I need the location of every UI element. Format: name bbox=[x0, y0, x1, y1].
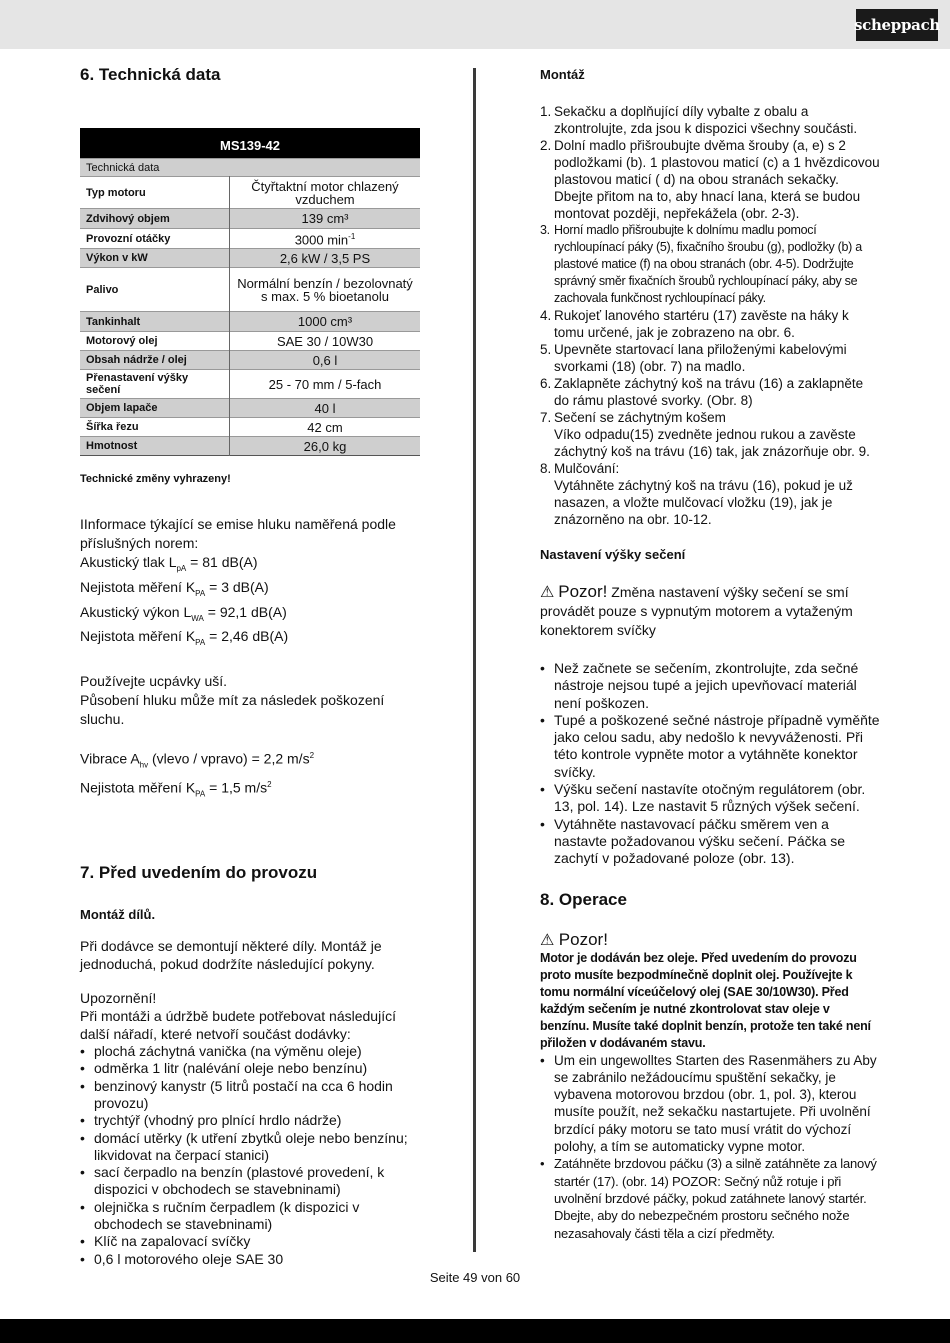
table-subheader-row bbox=[80, 159, 420, 177]
table-row bbox=[80, 399, 420, 418]
table-header bbox=[80, 128, 420, 159]
notice-text: Při montáži a údržbě budete potřebovat následující další nářadí, které netvoří součást dodávky: bbox=[80, 1008, 396, 1043]
assembly-title: Montáž dílů. bbox=[80, 907, 156, 923]
left-column bbox=[80, 62, 420, 1268]
row-value: 26,0 kg bbox=[230, 437, 421, 456]
vibration-block bbox=[80, 746, 420, 803]
row-value: 2,6 kW / 3,5 PS bbox=[230, 249, 421, 268]
notice-title: Upozornění! bbox=[80, 990, 157, 1007]
row-label: Objem lapače bbox=[80, 399, 230, 418]
warning-triangle-icon: ⚠ bbox=[540, 931, 555, 949]
list-item: 1. Sekačku a doplňující díly vybalte z obalu a zkontrolujte, zda jsou k dispozici všechny součásti. bbox=[540, 104, 858, 136]
height-title: Nastavení výšky sečení bbox=[540, 547, 686, 562]
list-item: 2. Dolní madlo přišroubujte dvěma šrouby (a, e) s 2 podložkami (b). 1 plastovou maticí (c) a 1 hvězdicovou plastovou maticí ( d) na obou stranách sekačky. Dbejte přitom na to, aby hnací lana, která se budou montovat později, nepřekážela (obr. 2-3). bbox=[540, 138, 880, 221]
list-item: 5. Upevněte startovací lana přiloženými kabelovými svorkami (18) (obr. 7) na madlo. bbox=[540, 342, 847, 374]
section-7-title: 7. Před uvedením do provozu bbox=[80, 863, 318, 883]
list-item: • Vytáhněte nastavovací páčku směrem ven a nastavte požadovanou výšku sečení. Páčka se zachytí v požadované poloze (obr. 13). bbox=[540, 816, 880, 868]
table-row bbox=[80, 177, 420, 209]
bottom-bar bbox=[0, 1319, 950, 1343]
montaz-title: Montáž bbox=[540, 67, 585, 82]
row-value: SAE 30 / 10W30 bbox=[230, 332, 421, 351]
row-label: Obsah nádrže / olej bbox=[80, 351, 230, 370]
vibration-line: Vibrace $A_{hv}$ (vlevo / vpravo) = 2,2 $m/s^2$ bbox=[80, 750, 315, 770]
row-value: 42 cm bbox=[230, 418, 421, 437]
row-label: Provozní otáčky bbox=[80, 229, 230, 249]
table-row bbox=[80, 351, 420, 370]
list-item: 7. Sečení se záchytným košem Víko odpadu(15) zvedněte jednou rukou a zavěste záchytný koš na trávu (16) tak, jak znázorňuje obr. 9. bbox=[540, 410, 870, 459]
warning-triangle-icon: ⚠ bbox=[540, 584, 555, 601]
row-label: Motorový olej bbox=[80, 332, 230, 351]
row-label: Palivo bbox=[80, 268, 230, 312]
noise-line: Nejistota měření $K_{PA} = 3$ dB(A) bbox=[80, 578, 269, 598]
table-row bbox=[80, 268, 420, 312]
noise-line: Nejistota měření $K_{PA} = 2,46$ dB(A) bbox=[80, 628, 289, 648]
tech-data-table bbox=[80, 128, 420, 456]
row-label: Přenastavení výšky sečení bbox=[80, 370, 230, 399]
top-bar bbox=[0, 0, 950, 49]
row-label: Zdvihový objem bbox=[80, 209, 230, 229]
list-item: • domácí utěrky (k utření zbytků oleje nebo benzínu; likvidovat na čerpací stanici) bbox=[80, 1130, 420, 1165]
operation-bullets bbox=[540, 1052, 880, 1242]
list-item: • Zatáhněte brzdovou páčku (3) a silně zatáhněte za lanový startér (17). (obr. 14) POZOR: Sečný nůž rotuje i při uvolnění brzdové páčky, pokud zatáhnete lanový startér. Dbejte, aby do nebezpečném prostoru sečného nože nezasahovaly části těla a cizí předměty. bbox=[540, 1155, 880, 1241]
ear-protection: Používejte ucpávky uší. bbox=[80, 673, 228, 690]
list-item: • Tupé a poškozené sečné nástroje případně vyměňte jako celou sadu, aby nedošlo k nevyváženosti. Při této kontrole vypněte motor a vytáhněte konektor svíčky. bbox=[540, 712, 880, 781]
assembly-steps bbox=[540, 103, 880, 528]
section-6-title: 6. Technická data bbox=[80, 65, 221, 84]
row-label: Tankinhalt bbox=[80, 312, 230, 332]
vibration-line: Nejistota měření $K_{PA} = 1,5$ $m/s^2$ bbox=[80, 779, 272, 799]
list-item: • olejnička s ručním čerpadlem (k dispozici v obchodech se stavebninami) bbox=[80, 1199, 420, 1234]
right-column bbox=[540, 62, 880, 1242]
oil-warning-text: Motor je dodáván bez oleje. Před uvedením do provozu proto musíte bezpodmínečně doplnit olej. Používejte k tomu normální víceúčelový olej (SAE 30/10W30). Před každým sečením je nutné zkontrolovat stav oleje v benzínu. Musíte také doplnit benzín, protože ten také není přiložen v dodávaném stavu. bbox=[540, 950, 871, 1050]
table-subheader: Technická data bbox=[80, 159, 230, 177]
assembly-text: Při dodávce se demontují některé díly. Montáž je jednoduchá, pokud dodržíte následující pokyny. bbox=[80, 938, 382, 973]
list-item: • Než začnete se sečením, zkontrolujte, zda sečné nástroje nejsou tupé a jejich upevňovací materiál není poškozen. bbox=[540, 660, 880, 712]
brand-logo: scheppach bbox=[856, 9, 938, 41]
row-value: 3000 $\min^{-1}$ bbox=[230, 229, 421, 249]
row-value: Čtyřtaktní motor chlazený vzduchem bbox=[230, 177, 421, 209]
section-8-title: 8. Operace bbox=[540, 889, 627, 909]
row-label: Výkon v kW bbox=[80, 249, 230, 268]
list-item: 6. Zaklapněte záchytný koš na trávu (16) a zaklapněte do rámu plastové svorky. (Obr. 8) bbox=[540, 376, 864, 408]
list-item: • Um ein ungewolltes Starten des Rasenmähers zu Aby se zabránilo nežádoucímu spuštění sekačky, je vybavena motorovou brzdou (obr. 1, pol. 3), kterou musíte použít, než sekačku nastartujete. Při uvolnění brzdící páky motoru se tato musí vrátit do výchozí polohy, a tím se automaticky vypne motor. bbox=[540, 1052, 880, 1156]
table-row bbox=[80, 418, 420, 437]
table-row bbox=[80, 437, 420, 456]
table-row bbox=[80, 332, 420, 351]
list-item: • trychtýř (vhodný pro plnící hrdlo nádrže) bbox=[80, 1112, 420, 1129]
list-item: • 0,6 l motorového oleje SAE 30 bbox=[80, 1251, 420, 1268]
table-row bbox=[80, 229, 420, 249]
noise-intro: IInformace týkající se emise hluku naměřená podle příslušných norem: bbox=[80, 516, 396, 551]
table-row bbox=[80, 312, 420, 332]
tech-changes-note: Technické změny vyhrazeny! bbox=[80, 473, 231, 485]
row-value: 40 l bbox=[230, 399, 421, 418]
table-row bbox=[80, 370, 420, 399]
list-item: 4. Rukojeť lanového startéru (17) zavěste na háky k tomu určené, jak je zobrazeno na obr. 6. bbox=[540, 308, 849, 340]
noise-line: Akustický tlak $L_{pA} = 81$ dB(A) bbox=[80, 554, 258, 573]
row-value: 25 - 70 mm / 5-fach bbox=[230, 370, 421, 399]
row-value: 0,6 l bbox=[230, 351, 421, 370]
row-label: Šířka řezu bbox=[80, 418, 230, 437]
row-value: 1000 cm³ bbox=[230, 312, 421, 332]
model-name: MS139-42 bbox=[80, 128, 420, 159]
noise-block bbox=[80, 515, 420, 652]
list-item: • plochá záchytná vanička (na výměnu oleje) bbox=[80, 1043, 420, 1060]
list-item: • odměrka 1 litr (nalévání oleje nebo benzínu) bbox=[80, 1060, 420, 1077]
tools-list bbox=[80, 1043, 420, 1268]
list-item: • Výšku sečení nastavíte otočným regulátorem (obr. 13, pol. 14). Lze nastavit 5 různých výšek sečení. bbox=[540, 781, 880, 816]
list-item: • sací čerpadlo na benzín (plastové provedení, k dispozici v obchodech se stavebninami) bbox=[80, 1164, 420, 1199]
table-row bbox=[80, 209, 420, 229]
row-label: Typ motoru bbox=[80, 177, 230, 209]
list-item: 3. Horní madlo přišroubujte k dolnímu madlu pomocí rychloupínací páky (5), fixačního šroubu (g), podložky (b) a plastové matice (f) na obou stranách (obr. 4-5). Dodržujte správný směr fixačních šroubů rychloupínací páky, aby se zachovala funkčnost rychloupínací páky. bbox=[540, 223, 862, 305]
oil-warning-heading: ⚠ Pozor! bbox=[540, 929, 608, 949]
row-label: Hmotnost bbox=[80, 437, 230, 456]
hearing-warning: Působení hluku může mít za následek poškození sluchu. bbox=[80, 692, 385, 728]
row-value: Normální benzín / bezolovnatý s max. 5 % bioetanolu bbox=[230, 268, 421, 312]
height-bullets bbox=[540, 660, 880, 868]
list-item: 8. Mulčování: Vytáhněte záchytný koš na trávu (16), pokud je už nasazen, a vložte mulčovací vložku (19), jak je znázorněno na obr. 10-12. bbox=[540, 461, 853, 527]
list-item: • Klíč na zapalovací svíčky bbox=[80, 1233, 420, 1250]
table-row bbox=[80, 249, 420, 268]
column-divider bbox=[473, 68, 476, 1252]
list-item: • benzinový kanystr (5 litrů postačí na cca 6 hodin provozu) bbox=[80, 1078, 420, 1113]
page-number: Seite 49 von 60 bbox=[429, 1270, 521, 1285]
noise-line: Akustický výkon $L_{WA} = 92,1$ dB(A) bbox=[80, 603, 287, 623]
row-value: 139 cm³ bbox=[230, 209, 421, 229]
warning-height: ⚠ Pozor! Změna nastavení výšky sečení se smí provádět pouze s vypnutým motorem a vytaženým konektorem svíčky bbox=[540, 582, 853, 638]
